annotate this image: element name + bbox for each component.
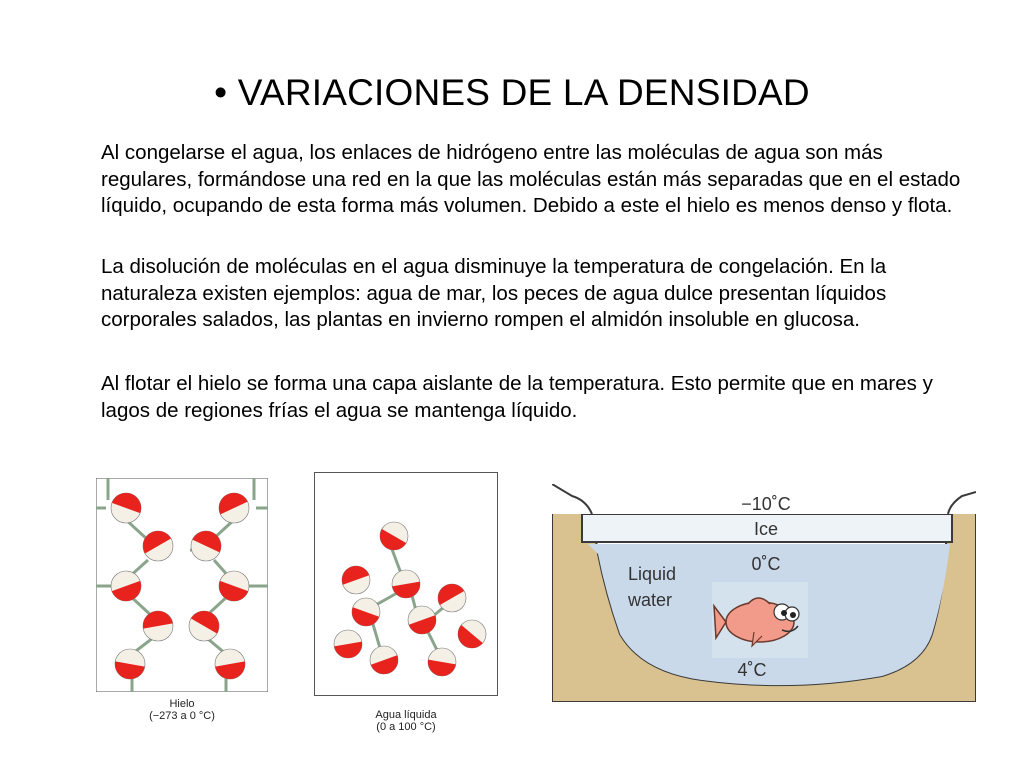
liquid-caption-name: Agua líquida [375, 709, 437, 721]
liquid-water-figure [314, 472, 498, 696]
paragraph-ice-structure: Al congelarse el agua, los enlaces de hidrógeno entre las moléculas de agua son más regulares, formándose una red en la que las moléculas están más separadas que en el estado líquido, ocupando de esta forma más volumen. Debido a este el hielo es menos denso y flota. [101, 141, 961, 217]
frozen-lake-figure [552, 484, 976, 702]
frozen-lake-diagram [552, 484, 976, 702]
slide-title: • VARIACIONES DE LA DENSIDAD [214, 72, 810, 113]
ice-lattice-figure [96, 478, 268, 692]
ice-caption-name: Hielo [169, 698, 195, 710]
liquid-water-label-line2: water [628, 590, 673, 610]
paragraph-insulating-layer: Al flotar el hielo se forma una capa aislante de la temperatura. Esto permite que en mares y lagos de regiones frías el agua se mantenga líquido. [101, 372, 933, 422]
ice-label: Ice [753, 519, 779, 539]
ice-caption-range: (−273 a 0 °C) [149, 710, 215, 722]
liquid-caption-range: (0 a 100 °C) [376, 721, 436, 733]
liquid-water-diagram [314, 472, 498, 696]
fish-icon [712, 582, 808, 658]
paragraph-freezing-point: La disolución de moléculas en el agua disminuye la temperatura de congelación. En la naturaleza existen ejemplos: agua de mar, los peces de agua dulce presentan líquidos corporales salados, las plantas en invierno rompen el almidón insoluble en glucosa. [101, 255, 887, 331]
ice-caption [120, 698, 244, 722]
ice-lattice-diagram [96, 478, 268, 692]
liquid-caption [344, 709, 468, 733]
liquid-water-label-line1: Liquid [628, 564, 677, 584]
temperature-below-ice-label: 0˚C [751, 554, 781, 574]
temperature-air-label: −10˚C [741, 494, 791, 514]
temperature-bottom-label: 4˚C [737, 660, 767, 680]
